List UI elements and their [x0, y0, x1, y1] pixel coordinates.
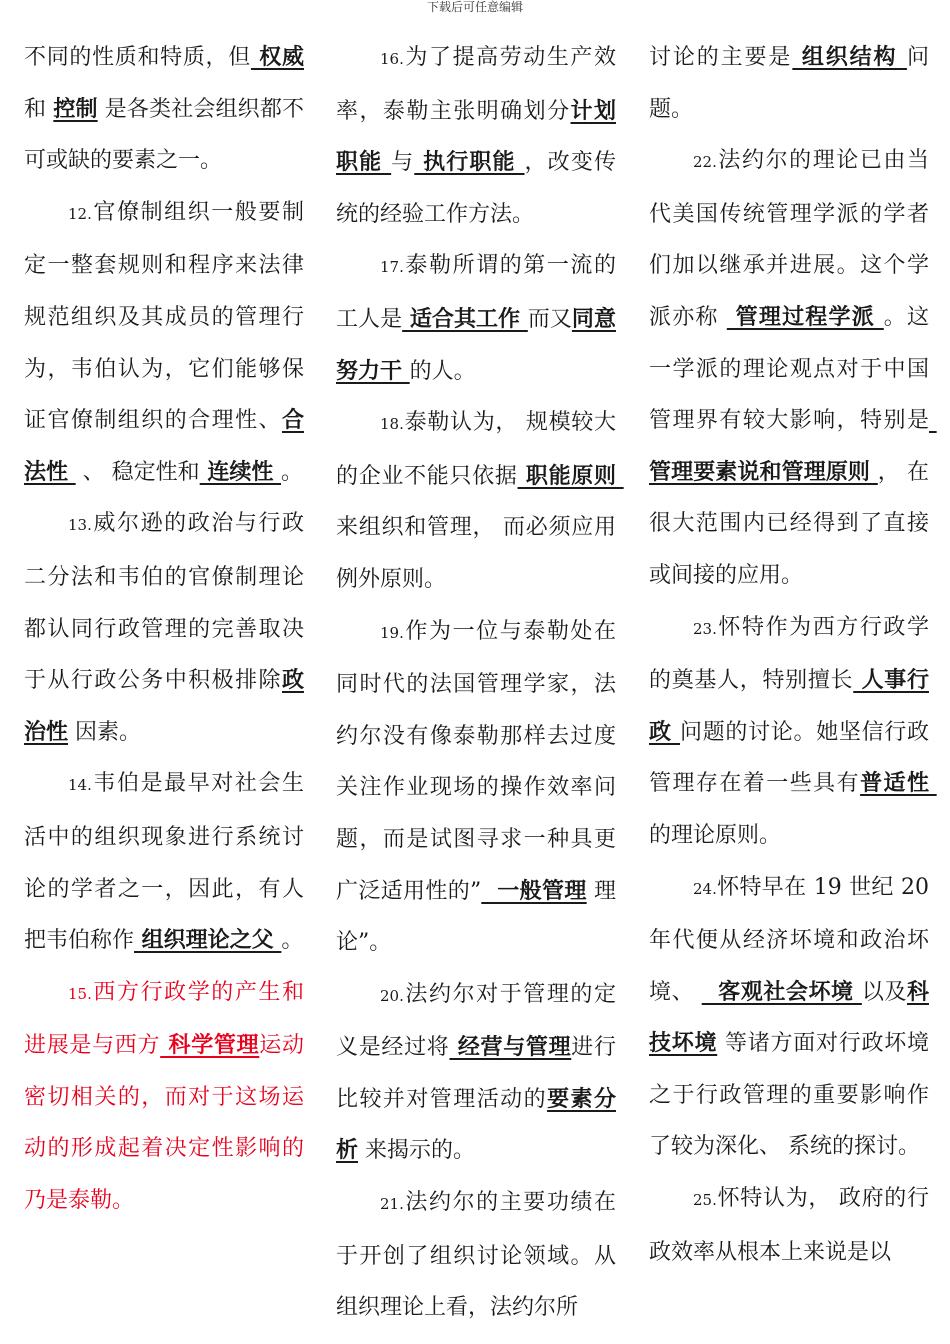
answer-blank: 人事行政 [649, 667, 929, 745]
paragraph-11-continued: 不同的性质和特质，但 权威 和 控制 是各类社会组织都不可或缺的要素之一。 [24, 44, 304, 174]
paragraph-14: 14.韦伯是最早对社会生活中的组织现象进行系统讨论的学者之一，因此，有人把韦伯称作 组织理论之父 。 [24, 771, 304, 954]
paragraph-20: 20.法约尔对于管理的定义是经过将 经营与管理进行比较并对管理活动的要素分析 来揭示的。 [336, 981, 616, 1164]
answer-blank: 一般管理 [481, 877, 587, 904]
answer-blank: 同意努力干 [336, 305, 616, 384]
answer-blank: 普适性 [860, 770, 937, 797]
paragraph-21: 21.法约尔的主要功绩在于开创了组织讨论领域。从组织理论上看，法约尔所 [336, 1190, 616, 1321]
answer-blank: 管理要素说和管理原则 [649, 407, 937, 485]
answer-blank: 合法性 [24, 407, 304, 485]
answer-blank: 管理过程学派 [726, 303, 884, 330]
answer-blank: 科技坏境 [649, 978, 930, 1057]
paragraph-24: 24.怀特早在 19 世纪 20 年代便从经济坏境和政治坏境、 客观社会坏境 以及科技坏境 等诸方面对行政坏境之于行政管理的重要影响作了较为深化、 系统的探讨。 [649, 874, 930, 1160]
answer-blank: 组织结构 [792, 44, 907, 70]
question-number: 13. [68, 516, 92, 535]
paragraph-21-continued: 讨论的主要是 组织结构 问题。 [649, 44, 929, 122]
question-number: 23. [693, 619, 717, 638]
paragraph-13: 13.威尔逊的政治与行政二分法和韦伯的官僚制理论都认同行政管理的完善取决于从行政公务中积极排除政治性 因素。 [24, 511, 304, 745]
question-number: 12. [68, 204, 92, 223]
answer-blank: 客观社会坏境 [701, 978, 862, 1005]
paragraph-19: 19.作为一位与泰勒处在同时代的法国管理学家，法约尔没有像泰勒那样去过度关注作业现场的操作效率问题，而是试图寻求一种具更广泛适用性的” 一般管理 理论”。 [336, 618, 617, 956]
question-number: 20. [380, 986, 404, 1005]
paragraph-25: 25.怀特认为， 政府的行政效率从根本上来说是以 [649, 1186, 929, 1265]
question-number: 25. [693, 1191, 717, 1210]
question-number: 24. [693, 879, 717, 898]
text-column-1 [24, 32, 304, 1227]
answer-blank: 权威 [250, 44, 304, 70]
answer-blank: 执行职能 [414, 149, 525, 176]
question-number: 22. [693, 153, 717, 172]
answer-blank: 计划职能 [336, 97, 616, 176]
paragraph-15: 15.西方行政学的产生和进展是与西方 科学管理运动密切相关的，而对于这场运动的形成起着决定性影响的乃是泰勒。 [24, 979, 304, 1214]
paragraph-23: 23.怀特作为西方行政学的奠基人，特别擅长 人事行政 问题的讨论。她坚信行政管理存在着一些具有普适性 的理论原则。 [649, 614, 937, 848]
paragraph-16: 16.为了提高劳动生产效率，泰勒主张明确划分计划职能 与 执行职能 ，改变传统的经验工作方法。 [336, 45, 616, 227]
question-number: 21. [380, 1195, 404, 1214]
question-number: 17. [380, 258, 404, 277]
answer-blank: 要素分析 [336, 1085, 616, 1164]
text-column-3 [649, 32, 937, 1278]
paragraph-17: 17.泰勒所谓的第一流的工人是 适合其工作 而又同意努力干 的人。 [336, 253, 616, 384]
answer-blank: 适合其工作 [402, 305, 528, 332]
paragraph-18: 18.泰勒认为， 规模较大的企业不能只依据 职能原则 来组织和管理， 而必须应用例外原则。 [336, 410, 624, 592]
answer-blank: 职能原则 [517, 462, 624, 489]
answer-blank: 连续性 [199, 458, 281, 485]
paragraph-12: 12.官僚制组织一般要制定一整套规则和程序来法律规范组织及其成员的管理行为，韦伯认为，它们能够保证官僚制组织的合理性、合法性 、 稳定性和 连续性 。 [24, 199, 304, 485]
question-number: 15. [68, 984, 92, 1003]
question-number: 18. [380, 415, 404, 434]
answer-blank: 组织理论之父 [134, 927, 282, 954]
answer-blank: 科学管理 [160, 1032, 260, 1059]
paragraph-22: 22.法约尔的理论已由当代美国传统管理学派的学者们加以继承并进展。这个学派亦称 管理过程学派 。这一学派的理论观点对于中国管理界有较大影响，特别是 管理要素说和管理原则 ， 在很大范围内已经得到了直接或间接的应用。 [649, 148, 937, 588]
text-column-2 [336, 32, 624, 1334]
answer-blank: 政治性 [24, 667, 304, 745]
question-number: 14. [68, 776, 92, 795]
answer-blank: 经营与管理 [449, 1034, 572, 1061]
answer-blank: 控制 [53, 95, 98, 122]
page-header: 下载后可任意编辑 [426, 0, 523, 14]
question-number: 16. [380, 50, 404, 68]
question-number: 19. [380, 623, 404, 642]
